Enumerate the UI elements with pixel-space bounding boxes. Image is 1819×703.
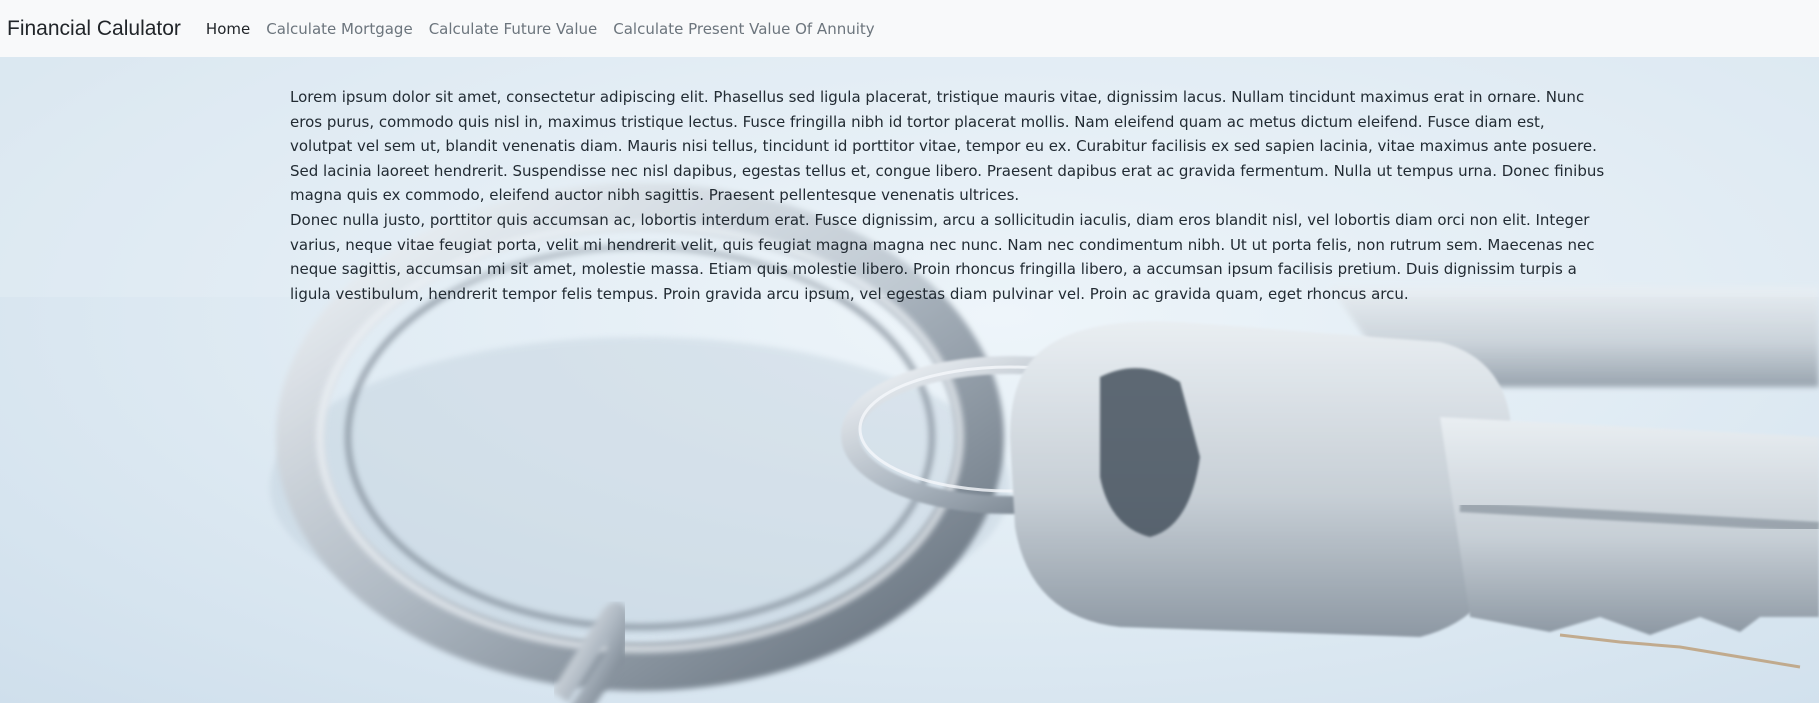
nav-link-home[interactable]: Home bbox=[205, 19, 251, 38]
paragraph-2: Donec nulla justo, porttitor quis accumsan ac, lobortis interdum erat. Fusce dignissim, arcu a sollicitudin iaculis, diam eros blandit nisl, vel lobortis diam orci non elit. Integer varius, neque vitae feugiat porta, velit mi hendrerit velit, quis feugiat magna magna nec nunc. Nam nec condimentum nibh. Ut ut porta felis, non rutrum sem. Maecenas nec neque sagittis, accumsan mi sit amet, molestie massa. Etiam quis molestie libero. Proin rhoncus fringilla libero, a accumsan ipsum facilisis pretium. Duis dignissim turpis a ligula vestibulum, hendrerit tempor felis tempus. Proin gravida arcu ipsum, vel egestas diam pulvinar vel. Proin ac gravida quam, eget rhoncus arcu. bbox=[290, 210, 1595, 303]
navbar bbox=[0, 0, 1819, 57]
nav-link-calculate-present-value-of-annuity[interactable]: Calculate Present Value Of Annuity bbox=[613, 19, 875, 38]
navbar-brand[interactable]: Financial Calulator bbox=[7, 16, 181, 40]
nav-link-calculate-future-value[interactable]: Calculate Future Value bbox=[428, 19, 598, 38]
nav-link-calculate-mortgage[interactable]: Calculate Mortgage bbox=[266, 19, 413, 38]
main-content bbox=[290, 85, 1610, 306]
paragraph-1: Lorem ipsum dolor sit amet, consectetur adipiscing elit. Phasellus sed ligula placerat, tristique mauris vitae, dignissim lacus. Nullam tincidunt maximus erat in ornare. Nunc eros purus, commodo quis nisl in, maximus tristique lectus. Fusce fringilla nibh id tortor placerat mollis. Nam eleifend quam ac metus dictum eleifend. Fusce diam est, volutpat vel sem ut, blandit venenatis diam. Mauris nisi tellus, tincidunt id porttitor vitae, tempor eu ex. Curabitur facilisis ex sed sapien lacinia, vitae maximus ante posuere. Sed lacinia laoreet hendrerit. Suspendisse nec nisl dapibus, egestas tellus et, congue libero. Praesent dapibus erat ac gravida fermentum. Nulla ut tempus urna. Donec finibus magna quis ex commodo, eleifend auctor nibh sagittis. Praesent pellentesque venenatis ultrices. bbox=[290, 88, 1605, 205]
